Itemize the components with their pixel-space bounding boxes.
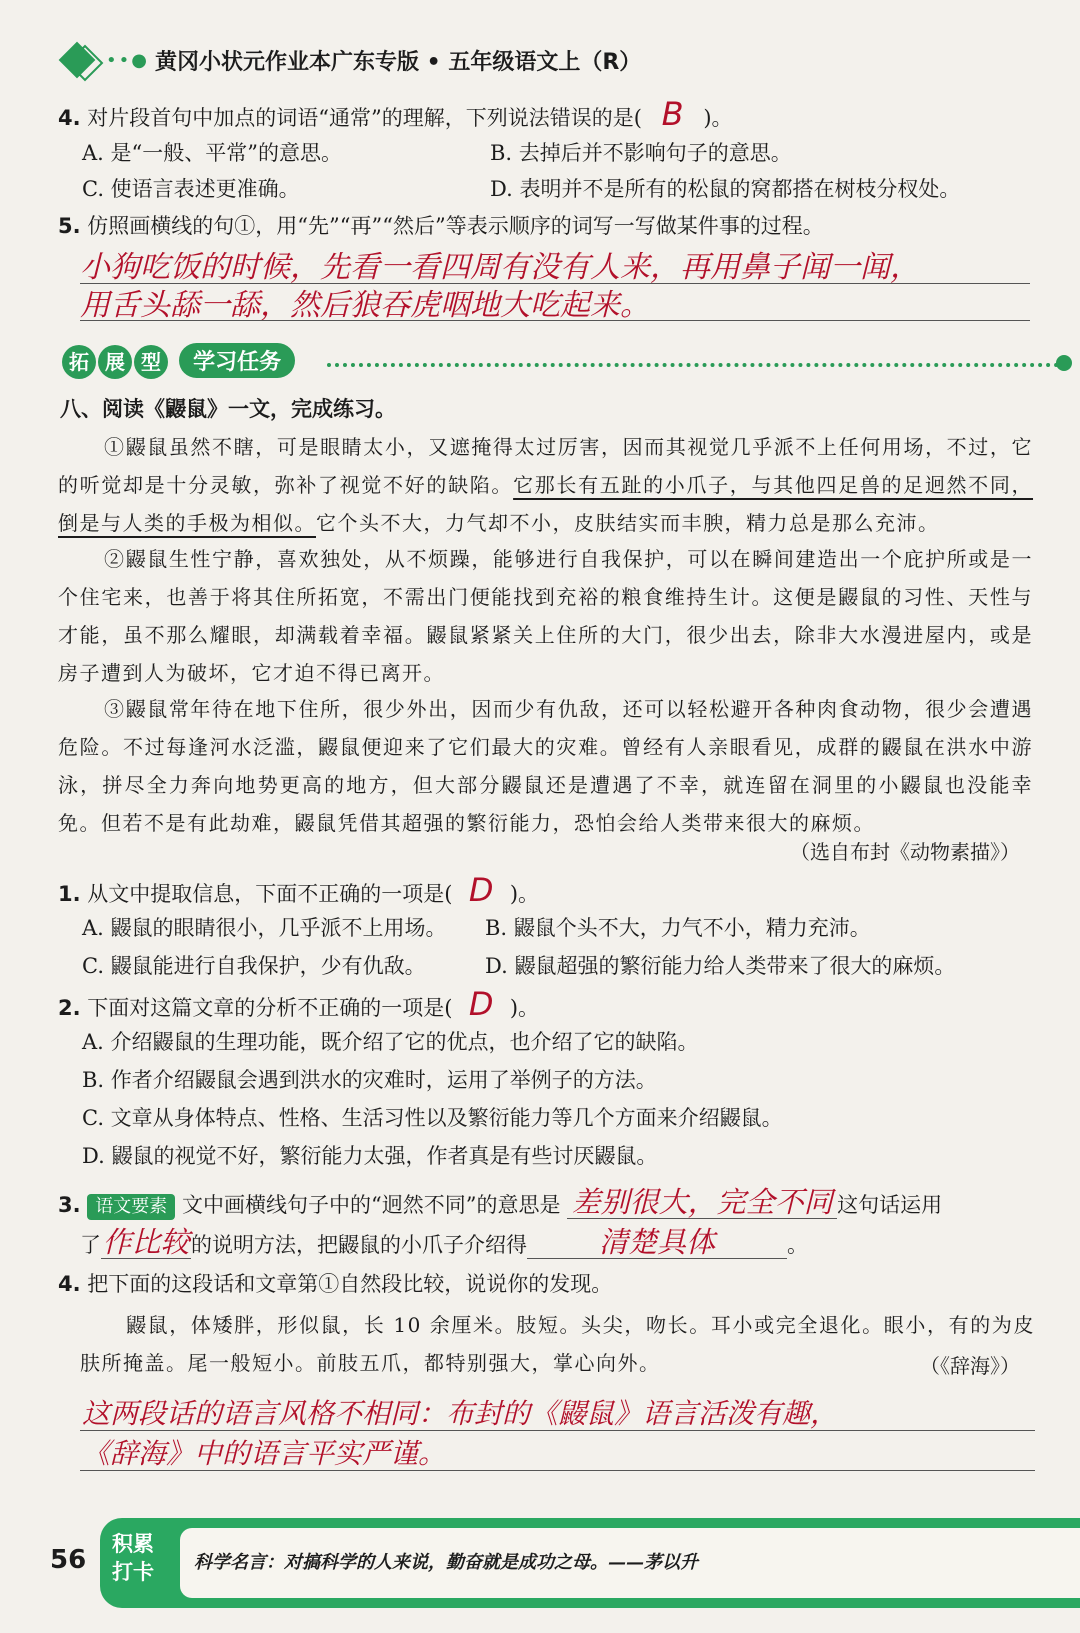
question-stem: 这句话运用 [837, 1193, 943, 1217]
handwritten-answer-line-1: 小狗吃饭的时候，先看一看四周有没有人来，再用鼻子闻一闻， [80, 250, 920, 285]
question-stem: 的说明方法，把鼹鼠的小爪子介绍得 [191, 1233, 527, 1257]
question-stem: 把下面的这段话和文章第①自然段比较，说说你的发现。 [87, 1272, 613, 1296]
handwritten-answer: 作比较 [102, 1225, 190, 1259]
question-close: )。 [509, 882, 540, 906]
footer-label-line: 积累 [112, 1532, 154, 1556]
question-close: )。 [703, 106, 733, 130]
handwritten-answer-line-2: 用舌头舔一舔，然后狼吞虎咽地大吃起来。 [80, 288, 650, 323]
header-diamond-icon [59, 42, 96, 79]
question-5 [58, 208, 824, 244]
reading-question-3 [58, 1186, 942, 1223]
page-number: 56 [50, 1545, 87, 1575]
reading-paragraph-1 [58, 428, 1033, 542]
reading-paragraph-3: ③鼹鼠常年待在地下住所，很少外出，因而少有仇敌，还可以轻松避开各种肉食动物，很少会遭遇危险。不过每逢河水泛滥，鼹鼠便迎来了它们最大的灾难。曾经有人亲眼看见，成群的鼹鼠在洪水中游泳，拼尽全力奔向地势更高的地方，但大部分鼹鼠还是遭遇了不幸，就连留在洞里的小鼹鼠也没能幸免。但若不是有此劫难，鼹鼠凭借其超强的繁衍能力，恐怕会给人类带来很大的麻烦。 [58, 697, 1033, 835]
handwritten-answer-line-1: 这两段话的语言风格不相同：布封的《鼹鼠》语言活泼有趣， [82, 1397, 839, 1430]
dictionary-source: （《辞海》） [920, 1354, 1020, 1378]
header-title: 黄冈小状元作业本广东专版 • 五年级语文上（R） [154, 49, 642, 75]
question-stem: 了 [80, 1233, 101, 1257]
option-c: C. 鼹鼠能进行自我保护，少有仇敌。 [82, 954, 426, 978]
reading-source: （选自布封《动物素描》） [790, 840, 1020, 864]
handwritten-answer: D [468, 871, 494, 909]
reading-question-4 [58, 1266, 612, 1302]
question-number: 4. [58, 1272, 81, 1296]
answer-rule [80, 320, 1030, 321]
section-task-label: 学习任务 [179, 343, 295, 378]
section-char: 拓 [62, 345, 96, 379]
option-d: D. 鼹鼠的视觉不好，繁衍能力太强，作者真是有些讨厌鼹鼠。 [82, 1144, 658, 1168]
question-number: 1. [58, 882, 81, 906]
option-b: B. 作者介绍鼹鼠会遇到洪水的灾难时，运用了举例子的方法。 [82, 1068, 657, 1092]
section-char: 展 [98, 345, 132, 379]
dictionary-quote: 鼹鼠，体矮胖，形似鼠，长 10 余厘米。肢短。头尖，吻长。耳小或完全退化。眼小，有的为皮肤所掩盖。尾一般短小。前肢五爪，都特别强大，掌心向外。 [80, 1313, 1035, 1375]
answer-rule [80, 1470, 1035, 1471]
paragraph-text: 它个头不大，力气却不小，皮肤结实而丰腴，精力总是那么充沛。 [316, 511, 940, 535]
header-dots-icon: ••● [106, 49, 149, 71]
handwritten-answer: 清楚具体 [527, 1226, 787, 1259]
answer-rule [80, 1430, 1035, 1431]
reading-question-2 [58, 986, 539, 1026]
handwritten-answer-line-2: 《辞海》中的语言平实严谨。 [82, 1437, 447, 1470]
reading-question-1 [58, 872, 539, 912]
section-dotted-line [327, 363, 1067, 367]
option-b: B. 鼹鼠个头不大，力气不小，精力充沛。 [485, 916, 871, 940]
footer-quote: 科学名言：对搞科学的人来说，勤奋就是成功之母。——茅以升 [194, 1552, 698, 1573]
option-a: A. 是“一般、平常”的意思。 [82, 141, 342, 165]
page-header [50, 40, 641, 80]
question-stem: 下面对这篇文章的分析不正确的一项是( [87, 996, 453, 1020]
language-element-tag: 语文要素 [87, 1194, 175, 1220]
question-stem: 从文中提取信息，下面不正确的一项是( [87, 882, 453, 906]
question-close: )。 [509, 996, 540, 1020]
question-stem: 文中画横线句子中的“迥然不同”的意思是 [181, 1193, 561, 1217]
underlined-sentence: 它那长有五趾的小爪子，与其他四足兽的足迥然不同，倒是与人类的手极为相似。 [58, 473, 1034, 535]
question-number: 4. [58, 106, 81, 130]
option-c: C. 使语言表述更准确。 [82, 177, 300, 201]
question-number: 3. [58, 1193, 81, 1217]
reading-paragraph-2: ②鼹鼠生性宁静，喜欢独处，从不烦躁，能够进行自我保护，可以在瞬间建造出一个庇护所或是一个住宅来，也善于将其住所拓宽，不需出门便能找到充裕的粮食维持生计。这便是鼹鼠的习性、天性与才能，虽不那么耀眼，却满载着幸福。鼹鼠紧紧关上住所的大门，很少出去，除非大水漫进屋内，或是房子遭到人为破坏，它才迫不得已离开。 [58, 547, 1033, 685]
option-b: B. 去掉后并不影响句子的意思。 [490, 141, 792, 165]
option-d: D. 鼹鼠超强的繁衍能力给人类带来了很大的麻烦。 [485, 954, 956, 978]
footer-quote-box [180, 1528, 1080, 1598]
question-stem: 对片段首句中加点的词语“通常”的理解，下列说法错误的是( [87, 106, 642, 130]
option-a: A. 鼹鼠的眼睛很小，几乎派不上用场。 [82, 916, 447, 940]
question-stem: 仿照画横线的句①，用“先”“再”“然后”等表示顺序的词写一写做某件事的过程。 [87, 214, 824, 238]
paragraph-text: ①鼹鼠虽然不瞎，可是眼睛太小，又遮掩得太过厉害，因而其视觉几乎派不上任何用场，不过，它的听觉却是十分灵敏，弥补了视觉不好的缺陷。 [58, 435, 1033, 497]
footer-label [112, 1530, 154, 1586]
question-end: 。 [787, 1233, 808, 1257]
footer-label-line: 打卡 [112, 1560, 154, 1584]
handwritten-answer: B [661, 95, 684, 133]
handwritten-answer: 差别很大，完全不同 [567, 1186, 837, 1219]
question-number: 2. [58, 996, 81, 1020]
option-d: D. 表明并不是所有的松鼠的窝都搭在树枝分杈处。 [490, 177, 961, 201]
section-banner [62, 343, 1072, 383]
question-number: 5. [58, 214, 81, 238]
question-4 [58, 96, 733, 136]
footer-banner [100, 1518, 1080, 1608]
option-a: A. 介绍鼹鼠的生理功能，既介绍了它的优点，也介绍了它的缺陷。 [82, 1030, 699, 1054]
reading-heading: 八、阅读《鼹鼠》一文，完成练习。 [60, 397, 396, 421]
option-c: C. 文章从身体特点、性格、生活习性以及繁衍能力等几个方面来介绍鼹鼠。 [82, 1106, 783, 1130]
reading-question-3-cont [80, 1226, 808, 1263]
section-char: 型 [134, 345, 168, 379]
handwritten-answer: D [468, 985, 494, 1023]
section-dot-icon [1056, 355, 1072, 371]
